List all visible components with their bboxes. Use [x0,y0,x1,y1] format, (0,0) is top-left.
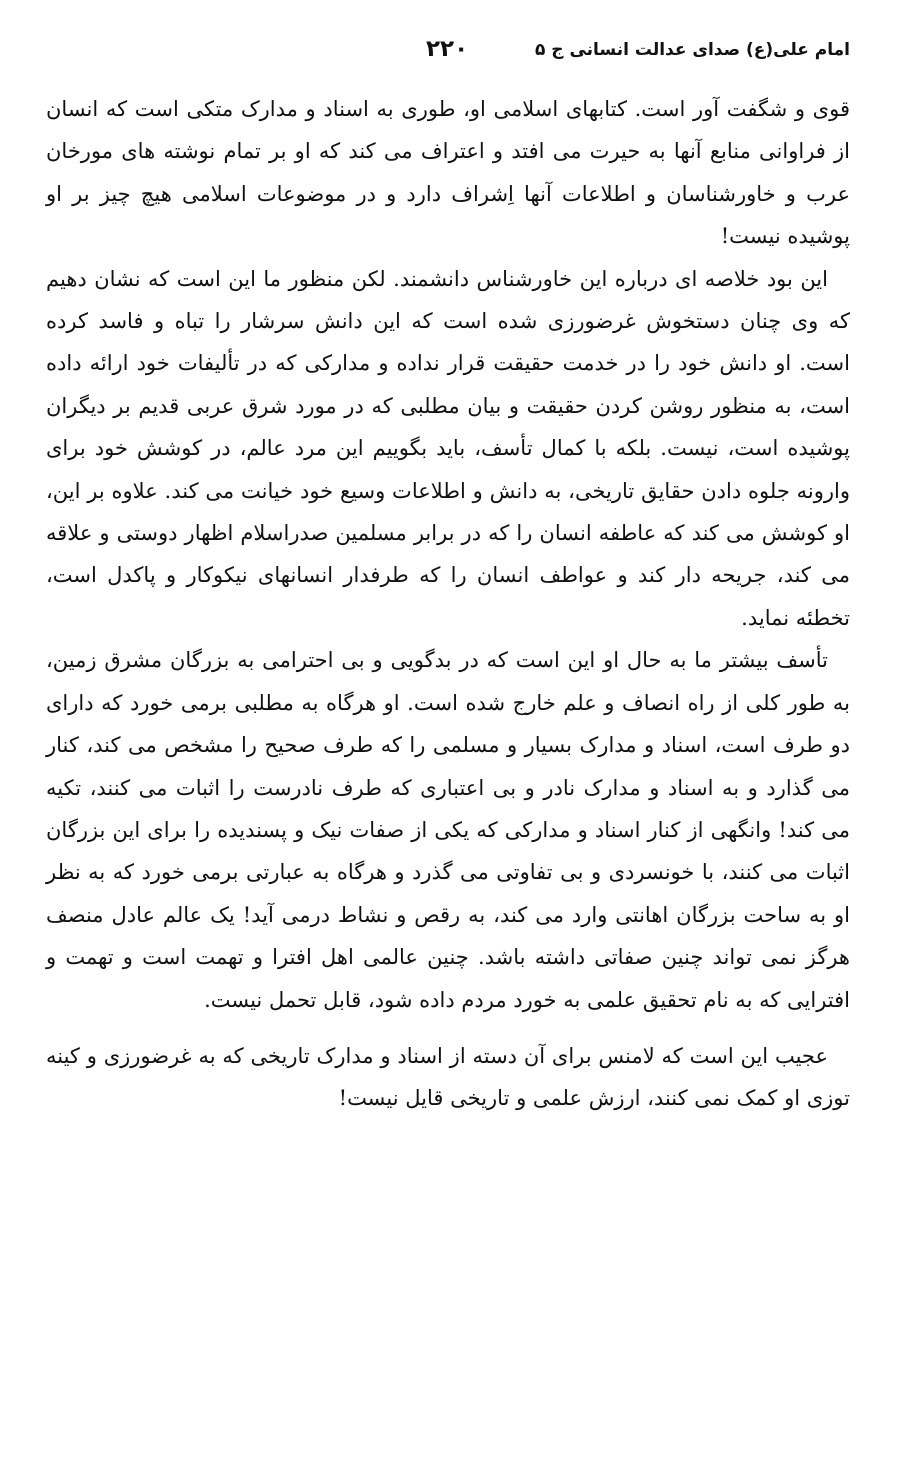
body-text [46,88,850,1120]
page-number: ۲۲۰ [426,36,469,62]
page-header [48,36,850,76]
paragraph: تأسف بیشتر ما به حال او این است که در بدگویی و بی احترامی به بزرگان مشرق زمین، به طور کلی از راه انصاف و علم خارج شده است. او هرگاه به مطلبی برمی خورد که دارای دو طرف است، اسناد و مدارک بسیار و مسلمی را که طرف صحیح را مشخص می کند، کنار می گذارد و به اسناد و مدارک نادر و بی اعتباری که طرف نادرست را اثبات می کنند، تکیه می کند! وانگهی از کنار اسناد و مدارکی که یکی از صفات نیک و پسندیده را برای این بزرگان اثبات می کنند، با خونسردی و بی تفاوتی می گذرد و هرگاه به عبارتی برمی خورد که به نظر او به ساحت بزرگان اهانتی وارد می کند، به رقص و نشاط درمی آید! یک عالم عادل منصف هرگز نمی تواند چنین صفاتی داشته باشد. چنین عالمی اهل افترا و تهمت است و تهمت و افترایی که به نام تحقیق علمی به خورد مردم داده شود، قابل تحمل نیست. [46,648,850,1012]
paragraph: این بود خلاصه ای درباره این خاورشناس دانشمند. لکن منظور ما این است که نشان دهیم که وی چنان دستخوش غرضورزی شده است که این دانش سرشار را تباه و فاسد کرده است. او دانش خود را در خدمت حقیقت قرار نداده و مدارکی که در تألیفات خود ارائه داده است، به منظور روشن کردن حقیقت و بیان مطلبی که در مورد شرق عربی قدیم بر دیگران پوشیده است، نیست. بلکه با کمال تأسف، باید بگوییم این مرد عالم، در کوشش خود برای وارونه جلوه دادن حقایق تاریخی، به دانش و اطلاعات وسیع خود خیانت می کند. علاوه بر این، او کوشش می کند که عاطفه انسان را که در برابر مسلمین صدراسلام اظهار دوستی و علاقه می کند، جریحه دار کند و عواطف انسان را که طرفدار انسانهای نیکوکار و پاکدل است، تخطئه نماید. [46,266,850,630]
paragraph: عجیب این است که لامنس برای آن دسته از اسناد و مدارک تاریخی که به غرضورزی و کینه توزی او کمک نمی کنند، ارزش علمی و تاریخی قایل نیست! [46,1043,850,1111]
paragraph-continuation: قوی و شگفت آور است. کتابهای اسلامی او، طوری به اسناد و مدارک متکی است که انسان از فراوانی منابع آنها به حیرت می افتد و اعتراف می کند که او بر تمام نوشته های مورخان عرب و خاورشناسان و اطلاعات آنها اِشراف دارد و در موضوعات اسلامی هیچ چیز بر او پوشیده نیست! [46,97,850,249]
running-title: امام علی(ع) صدای عدالت انسانی ج ۵ [534,40,850,60]
